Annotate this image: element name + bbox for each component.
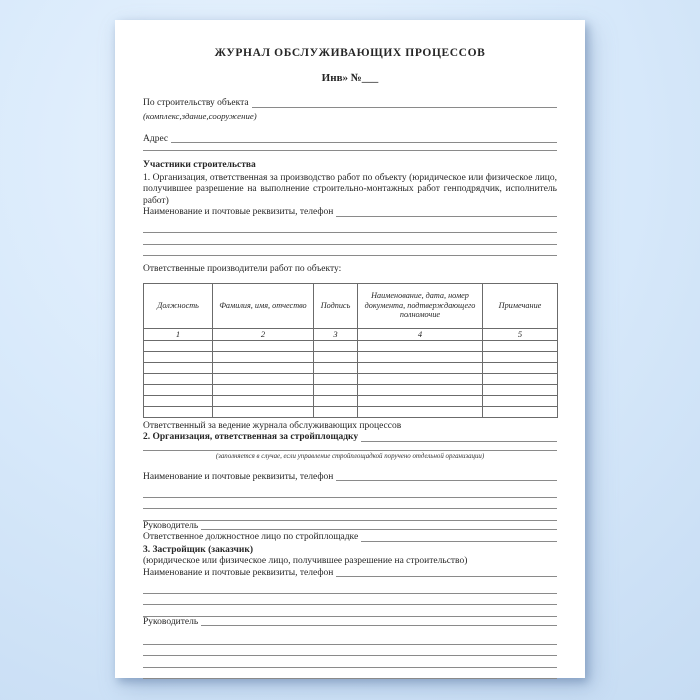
table-column-numbers-row: 1 2 3 4 5 <box>144 328 558 340</box>
inventory-number: Инв» №___ <box>321 72 379 84</box>
address-blank-line-2 <box>143 145 557 151</box>
requisites-blank-lines-3 <box>143 582 557 617</box>
document-page <box>115 20 585 678</box>
manager-label-1: Руководитель <box>143 520 199 531</box>
table-caption: Ответственные производители работ по объекту: <box>143 264 342 274</box>
address-row <box>143 134 557 146</box>
table-empty-rows <box>144 340 558 417</box>
table-empty-row <box>144 384 558 395</box>
construction-object-hint: (комплекс,здание,сооружение) <box>143 110 257 121</box>
official-label: Ответственное должностное лицо по стройплощадке <box>143 532 359 542</box>
participants-heading: Участники строительства <box>143 160 256 170</box>
construction-object-row <box>143 98 557 110</box>
construction-object-blank-line <box>252 107 557 108</box>
journal-keeper-label: Ответственный за ведение журнала обслуживающих процессов <box>143 420 402 431</box>
manager-blank-line-2 <box>201 625 557 626</box>
construction-object-label: По строительству объекта <box>143 98 249 108</box>
page-title: ЖУРНАЛ ОБСЛУЖИВАЮЩИХ ПРОЦЕССОВ <box>214 47 486 59</box>
manager-label-2: Руководитель <box>143 616 199 627</box>
col-header-document: Наименование, дата, номер документа, подтверждающего полномочие <box>358 283 483 328</box>
col-header-note: Примечание <box>483 283 558 328</box>
table-empty-row <box>144 340 558 351</box>
address-label: Адрес <box>143 133 169 144</box>
section2-heading: 2. Организация, ответственная за стройплощадку <box>143 432 359 442</box>
section2-note: (заполняется в случае, если управление стройплощадкой поручено отдельной организации) <box>215 452 485 460</box>
requisites-blank-line-2 <box>336 480 557 481</box>
requisites-row-2 <box>143 472 557 484</box>
requisites-label-1: Наименование и почтовые реквизиты, телефон <box>143 207 334 217</box>
section3-heading: 3. Застройщик (заказчик) <box>143 544 254 555</box>
participants-item1: 1. Организация, ответственная за производство работ по объекту (юридическое или физическое лицо, получившее разрешение на выполнение строительно-монтажных работ генподрядчик, исполнитель работ) <box>143 172 557 206</box>
table-empty-row <box>144 406 558 417</box>
table-empty-row <box>144 351 558 362</box>
official-row <box>143 532 557 544</box>
section3-subtext: (юридическое или физическое лицо, получившее разрешение на строительство) <box>143 556 468 566</box>
requisites-blank-lines-2 <box>143 486 557 521</box>
table-header-row <box>144 283 558 328</box>
col-header-signature: Подпись <box>314 283 358 328</box>
official-blank-line <box>361 541 557 542</box>
section2-blank-line <box>361 441 557 442</box>
manager-row-1 <box>143 521 557 533</box>
requisites-label-2: Наименование и почтовые реквизиты, телефон <box>143 471 334 482</box>
requisites-row-1 <box>143 207 557 219</box>
manager-row-2 <box>143 617 557 629</box>
requisites-blank-lines-1 <box>143 222 557 257</box>
table-empty-row <box>144 373 558 384</box>
responsible-persons-table <box>143 283 558 418</box>
col-header-position: Должность <box>144 283 213 328</box>
section2-blank-line-2 <box>143 444 557 451</box>
manager-blank-line-1 <box>201 529 557 530</box>
section2-heading-row <box>143 432 557 444</box>
requisites-label-3: Наименование и почтовые реквизиты, телефон <box>143 567 334 578</box>
requisites-row-3 <box>143 568 557 580</box>
requisites-blank-line-1 <box>336 216 557 217</box>
address-blank-line <box>171 142 557 143</box>
requisites-blank-line-3 <box>336 576 557 577</box>
footer-blank-lines <box>143 633 557 679</box>
col-header-name: Фамилия, имя, отчество <box>213 283 314 328</box>
table-empty-row <box>144 395 558 406</box>
table-empty-row <box>144 362 558 373</box>
